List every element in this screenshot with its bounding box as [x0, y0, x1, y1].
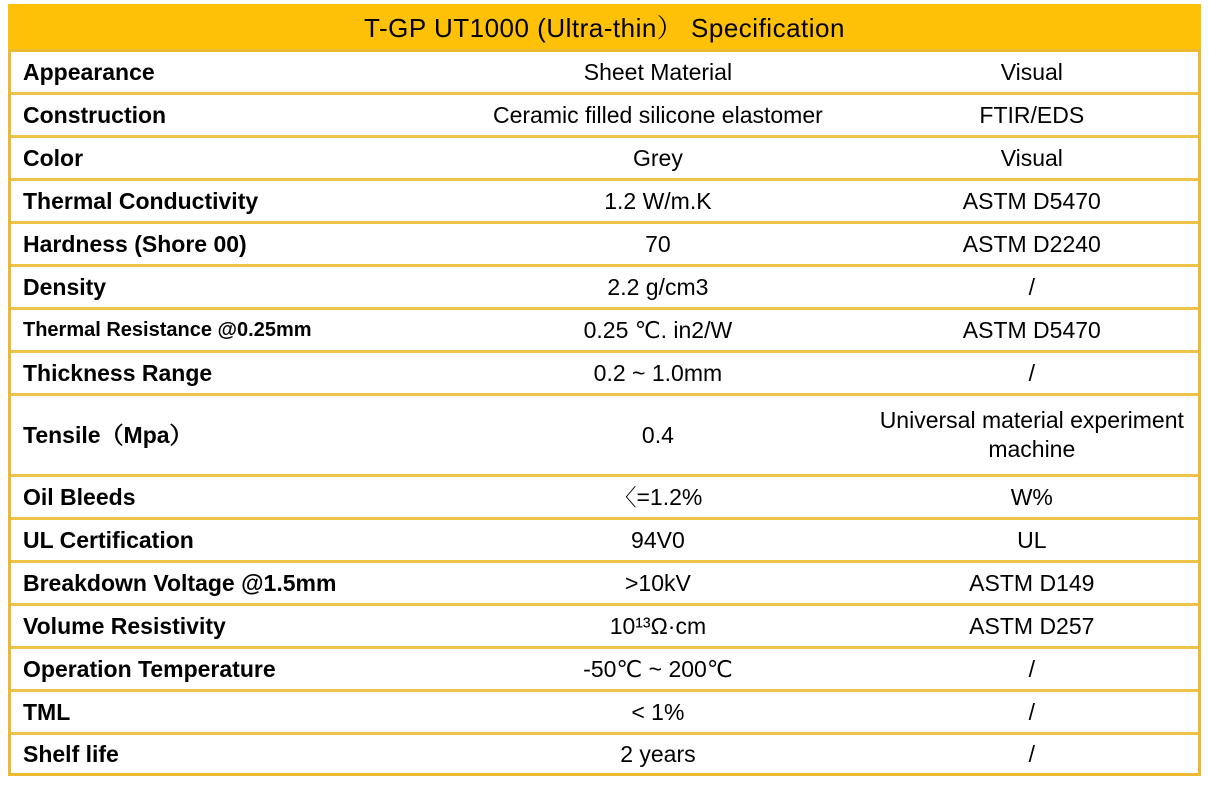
table-row: [11, 606, 1198, 649]
method-cell: ASTM D2240: [962, 230, 1101, 257]
method-cell: Universal material experiment machine: [879, 407, 1184, 462]
table-row: [11, 563, 1198, 606]
table-row: [11, 520, 1198, 563]
property-cell: Thermal Resistance @0.25mm: [23, 318, 312, 341]
property-cell: UL Certification: [23, 526, 194, 553]
value-cell: 0.2 ~ 1.0mm: [593, 359, 723, 386]
value-cell: 10¹³Ω·cm: [609, 612, 707, 639]
method-cell: ASTM D149: [969, 569, 1095, 596]
specification-table: [8, 4, 1201, 776]
property-cell: Density: [23, 273, 107, 300]
spec-table-body: [11, 52, 1198, 773]
property-cell: Shelf life: [23, 740, 119, 767]
table-row: [11, 52, 1198, 95]
table-row: [11, 477, 1198, 520]
property-cell: Tensile（Mpa）: [23, 421, 193, 448]
method-cell: /: [1028, 273, 1035, 300]
value-cell: 〈=1.2%: [613, 483, 703, 510]
property-cell: Operation Temperature: [23, 655, 276, 682]
property-cell: TML: [23, 698, 71, 725]
value-cell: Ceramic filled silicone elastomer: [493, 101, 823, 128]
method-cell: ASTM D5470: [962, 187, 1101, 214]
method-cell: FTIR/EDS: [979, 101, 1085, 128]
property-cell: Color: [23, 144, 84, 171]
table-row: [11, 224, 1198, 267]
value-cell: 0.25 ℃. in2/W: [583, 316, 733, 343]
table-row: [11, 735, 1198, 773]
value-cell: < 1%: [631, 698, 685, 725]
table-row: [11, 181, 1198, 224]
method-cell: ASTM D257: [969, 612, 1095, 639]
table-row: [11, 310, 1198, 353]
method-cell: W%: [1010, 483, 1053, 510]
table-row: [11, 267, 1198, 310]
method-cell: /: [1028, 359, 1035, 386]
table-row: [11, 353, 1198, 396]
property-cell: Thermal Conductivity: [23, 187, 259, 214]
table-row: [11, 95, 1198, 138]
method-cell: ASTM D5470: [962, 316, 1101, 343]
table-title: T-GP UT1000 (Ultra-thin） Specification: [8, 4, 1201, 52]
value-cell: 70: [645, 230, 671, 257]
value-cell: 2.2 g/cm3: [607, 273, 709, 300]
property-cell: Volume Resistivity: [23, 612, 226, 639]
value-cell: 94V0: [631, 526, 685, 553]
method-cell: /: [1028, 655, 1035, 682]
method-cell: /: [1028, 698, 1035, 725]
method-cell: Visual: [1000, 144, 1063, 171]
property-cell: Construction: [23, 101, 167, 128]
value-cell: 1.2 W/m.K: [604, 187, 712, 214]
table-row: [11, 396, 1198, 477]
value-cell: Grey: [632, 144, 683, 171]
value-cell: 0.4: [641, 421, 674, 448]
property-cell: Breakdown Voltage @1.5mm: [23, 569, 337, 596]
value-cell: >10kV: [624, 569, 691, 596]
value-cell: Sheet Material: [583, 58, 733, 85]
property-cell: Appearance: [23, 58, 155, 85]
property-cell: Thickness Range: [23, 359, 213, 386]
table-row: [11, 649, 1198, 692]
table-row: [11, 692, 1198, 735]
property-cell: Oil Bleeds: [23, 483, 136, 510]
method-cell: /: [1028, 740, 1035, 767]
value-cell: -50℃ ~ 200℃: [583, 655, 733, 682]
property-cell: Hardness (Shore 00): [23, 230, 247, 257]
value-cell: 2 years: [620, 740, 696, 767]
method-cell: UL: [1017, 526, 1047, 553]
table-row: [11, 138, 1198, 181]
method-cell: Visual: [1000, 58, 1063, 85]
